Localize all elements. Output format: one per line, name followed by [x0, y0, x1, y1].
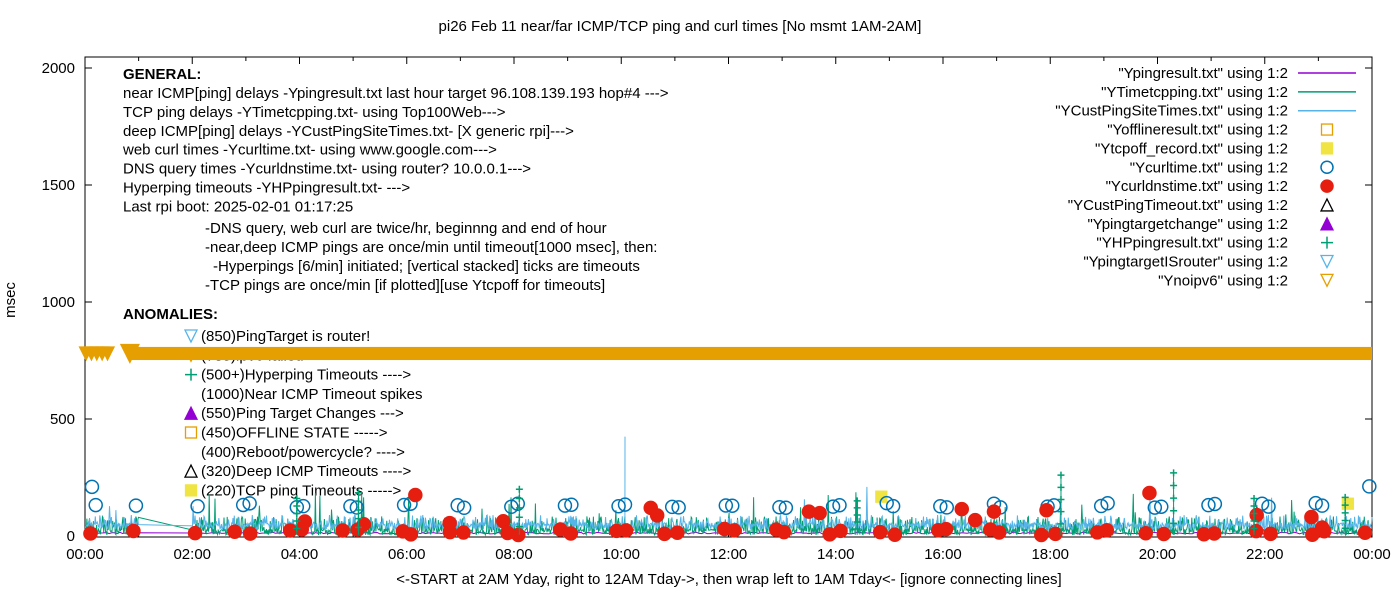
- legend-label: "YCustPingTimeout.txt" using 1:2: [1067, 196, 1288, 214]
- y-tick-label: 500: [49, 411, 75, 428]
- anomaly-line: (220)TCP ping Timeouts ----->: [201, 482, 402, 500]
- y-tick-label: 1500: [41, 177, 75, 194]
- legend-label: "Ycurltime.txt" using 1:2: [1129, 159, 1288, 177]
- x-tick-label: 16:00: [924, 546, 962, 563]
- general-line: DNS query times -Ycurldnstime.txt- using router? 10.0.0.1--->: [123, 160, 532, 178]
- legend-label: "Yofflineresult.txt" using 1:2: [1107, 121, 1288, 139]
- legend-label: "YCustPingSiteTimes.txt" using 1:2: [1055, 102, 1288, 120]
- general-indented-line: -TCP pings are once/min [if plotted][use Ytcpoff for timeouts]: [205, 277, 606, 294]
- legend-label: "Ypingtargetchange" using 1:2: [1087, 215, 1288, 233]
- anomaly-line: (450)OFFLINE STATE ----->: [201, 424, 388, 442]
- y-tick-label: 2000: [41, 60, 75, 77]
- x-tick-label: 08:00: [495, 546, 533, 563]
- x-tick-label: 00:00: [1353, 546, 1391, 563]
- x-tick-label: 18:00: [1031, 546, 1070, 563]
- x-tick-label: 00:00: [66, 546, 104, 563]
- legend-label: "YHPpingresult.txt" using 1:2: [1096, 234, 1288, 252]
- x-tick-label: 02:00: [173, 546, 212, 563]
- x-axis-label: <-START at 2AM Yday, right to 12AM Tday->, then wrap left to 1AM Tday<- [ignore connecting lines]: [396, 571, 1062, 588]
- y-tick-label: 1000: [41, 294, 75, 311]
- series-ynoipv6: [80, 344, 1372, 362]
- general-line: TCP ping delays -YTimetcpping.txt- using Top100Web--->: [123, 103, 506, 121]
- general-indented-line: -near,deep ICMP pings are once/min until timeout[1000 msec], then:: [205, 239, 658, 256]
- anomaly-line: (320)Deep ICMP Timeouts ---->: [201, 463, 412, 481]
- chart-title: pi26 Feb 11 near/far ICMP/TCP ping and curl times [No msmt 1AM-2AM]: [438, 18, 922, 35]
- y-axis-label: msec: [2, 282, 19, 318]
- x-tick-label: 20:00: [1138, 546, 1177, 563]
- general-line: Hyperping timeouts -YHPpingresult.txt- --->: [123, 179, 411, 197]
- general-line: Last rpi boot: 2025-02-01 01:17:25: [123, 198, 354, 216]
- anomaly-line: (550)Ping Target Changes --->: [201, 405, 404, 423]
- x-tick-label: 12:00: [709, 546, 748, 563]
- legend-label: "Ytcpoff_record.txt" using 1:2: [1095, 140, 1288, 158]
- x-tick-label: 22:00: [1245, 546, 1284, 563]
- general-line: web curl times -Ycurltime.txt- using www.google.com--->: [123, 141, 497, 159]
- anomaly-line: (500+)Hyperping Timeouts ---->: [201, 366, 412, 384]
- legend-label: "Ypingresult.txt" using 1:2: [1118, 65, 1288, 82]
- legend-label: "Ycurldnstime.txt" using 1:2: [1105, 178, 1288, 196]
- general-indented-line: -DNS query, web curl are twice/hr, beginnng and end of hour: [205, 220, 607, 237]
- y-tick-label: 0: [66, 528, 75, 545]
- x-tick-label: 04:00: [280, 546, 319, 563]
- anomaly-line: (400)Reboot/powercycle? ---->: [201, 443, 405, 461]
- general-line: deep ICMP[ping] delays -YCustPingSiteTimes.txt- [X generic rpi]--->: [123, 122, 574, 140]
- legend-label: "Ynoipv6" using 1:2: [1158, 272, 1288, 290]
- anomaly-line: (1000)Near ICMP Timeout spikes: [201, 385, 423, 403]
- anomalies-heading: ANOMALIES:: [123, 306, 218, 323]
- x-tick-label: 06:00: [387, 546, 426, 563]
- general-indented-line: -Hyperpings [6/min] initiated; [vertical stacked] ticks are timeouts: [213, 258, 640, 275]
- anomaly-line: (850)PingTarget is router!: [201, 328, 371, 345]
- x-tick-label: 10:00: [602, 546, 641, 563]
- legend-label: "YTimetcpping.txt" using 1:2: [1101, 83, 1288, 101]
- legend-label: "YpingtargetISrouter" using 1:2: [1083, 253, 1288, 271]
- general-heading: GENERAL:: [123, 66, 202, 83]
- x-tick-label: 14:00: [816, 546, 855, 563]
- general-line: near ICMP[ping] delays -Ypingresult.txt last hour target 96.108.139.193 hop#4 --->: [123, 85, 669, 102]
